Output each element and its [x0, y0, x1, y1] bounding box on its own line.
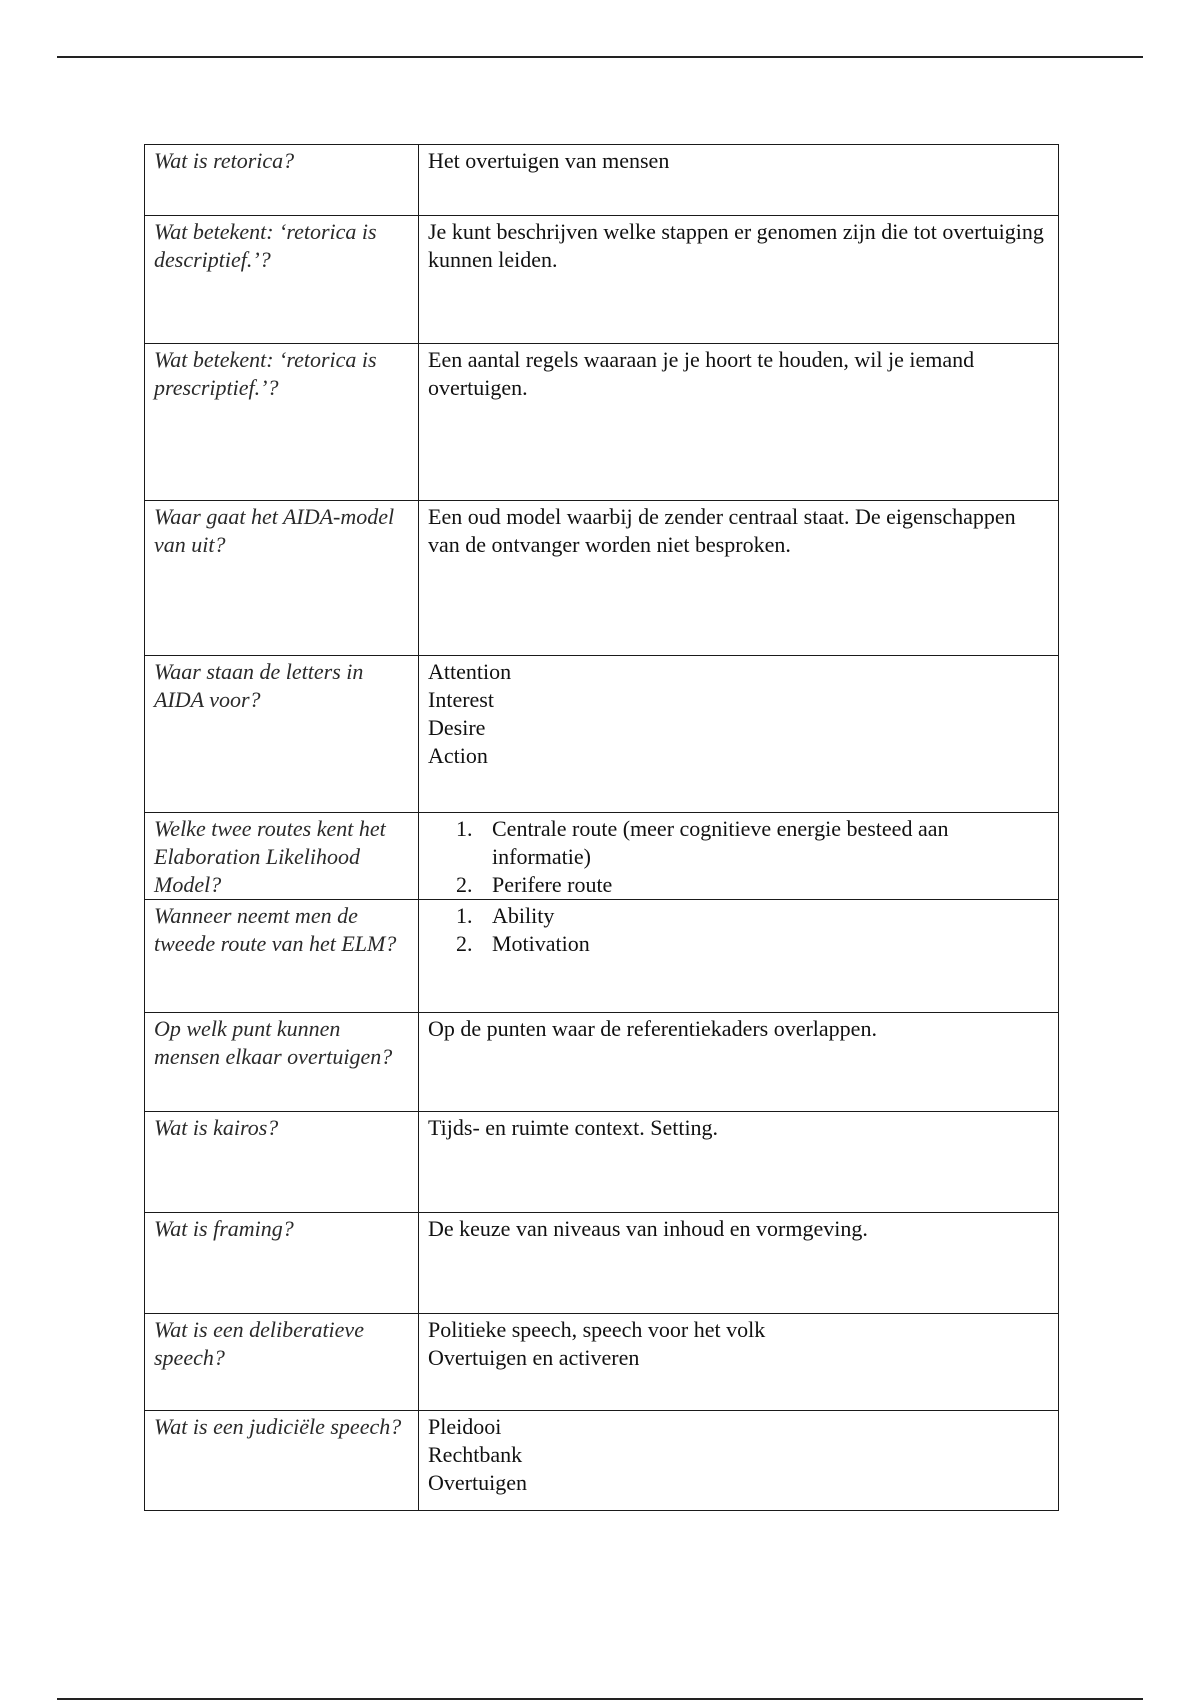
answer-line: Action — [428, 743, 488, 768]
table-row — [145, 656, 1059, 813]
table-row — [145, 145, 1059, 216]
table-row — [145, 344, 1059, 501]
list-item: Motivation — [492, 931, 590, 956]
answer-cell — [419, 145, 1059, 216]
question-cell: Waar staan de letters in AIDA voor? — [145, 656, 419, 813]
question-cell: Wanneer neemt men de tweede route van het ELM? — [145, 900, 419, 1013]
table-row — [145, 1213, 1059, 1314]
list-item: Perifere route — [492, 872, 613, 897]
table-row — [145, 1314, 1059, 1411]
answer-line: Rechtbank — [428, 1442, 523, 1467]
question-cell: Wat is retorica? — [145, 145, 419, 216]
page-top-rule — [57, 56, 1143, 58]
answer-cell — [419, 900, 1059, 1013]
answer-line: Overtuigen — [428, 1470, 527, 1495]
answer-cell — [419, 1013, 1059, 1112]
table-row — [145, 1013, 1059, 1112]
answer-cell — [419, 1112, 1059, 1213]
answer-line: Attention — [428, 659, 512, 684]
question-cell: Wat is kairos? — [145, 1112, 419, 1213]
answer-line: De keuze van niveaus van inhoud en vormgeving. — [428, 1216, 868, 1241]
answer-line: Het overtuigen van mensen — [428, 148, 670, 173]
question-cell: Welke twee routes kent het Elaboration Likelihood Model? — [145, 813, 419, 900]
answer-line: Je kunt beschrijven welke stappen er genomen zijn die tot overtuiging kunnen leiden. — [428, 219, 1044, 272]
answer-cell — [419, 216, 1059, 344]
qa-table — [144, 144, 1059, 1511]
answer-cell — [419, 501, 1059, 656]
answer-cell — [419, 344, 1059, 501]
question-cell: Wat betekent: ‘retorica is descriptief.’? — [145, 216, 419, 344]
question-cell: Wat is een judiciële speech? — [145, 1411, 419, 1511]
answer-cell — [419, 1314, 1059, 1411]
answer-cell — [419, 813, 1059, 900]
table-row — [145, 501, 1059, 656]
answer-line: Een aantal regels waaraan je je hoort te houden, wil je iemand overtuigen. — [428, 347, 975, 400]
question-cell: Op welk punt kunnen mensen elkaar overtuigen? — [145, 1013, 419, 1112]
question-cell: Wat is framing? — [145, 1213, 419, 1314]
list-item: Centrale route (meer cognitieve energie besteed aan informatie) — [492, 816, 949, 869]
table-row — [145, 1411, 1059, 1511]
answer-list — [428, 902, 1049, 958]
table-row — [145, 813, 1059, 900]
question-cell: Waar gaat het AIDA-model van uit? — [145, 501, 419, 656]
answer-list — [428, 815, 1049, 899]
table-row — [145, 216, 1059, 344]
answer-cell — [419, 656, 1059, 813]
list-item: Ability — [492, 903, 555, 928]
answer-line: Politieke speech, speech voor het volk — [428, 1317, 766, 1342]
table-row — [145, 1112, 1059, 1213]
answer-cell — [419, 1213, 1059, 1314]
answer-line: Pleidooi — [428, 1414, 502, 1439]
answer-cell — [419, 1411, 1059, 1511]
answer-line: Tijds- en ruimte context. Setting. — [428, 1115, 719, 1140]
question-cell: Wat is een deliberatieve speech? — [145, 1314, 419, 1411]
answer-line: Interest — [428, 687, 494, 712]
question-cell: Wat betekent: ‘retorica is prescriptief.’? — [145, 344, 419, 501]
table-row — [145, 900, 1059, 1013]
answer-line: Overtuigen en activeren — [428, 1345, 640, 1370]
answer-line: Een oud model waarbij de zender centraal staat. De eigenschappen van de ontvanger worden niet besproken. — [428, 504, 1016, 557]
answer-line: Desire — [428, 715, 486, 740]
answer-line: Op de punten waar de referentiekaders overlappen. — [428, 1016, 877, 1041]
